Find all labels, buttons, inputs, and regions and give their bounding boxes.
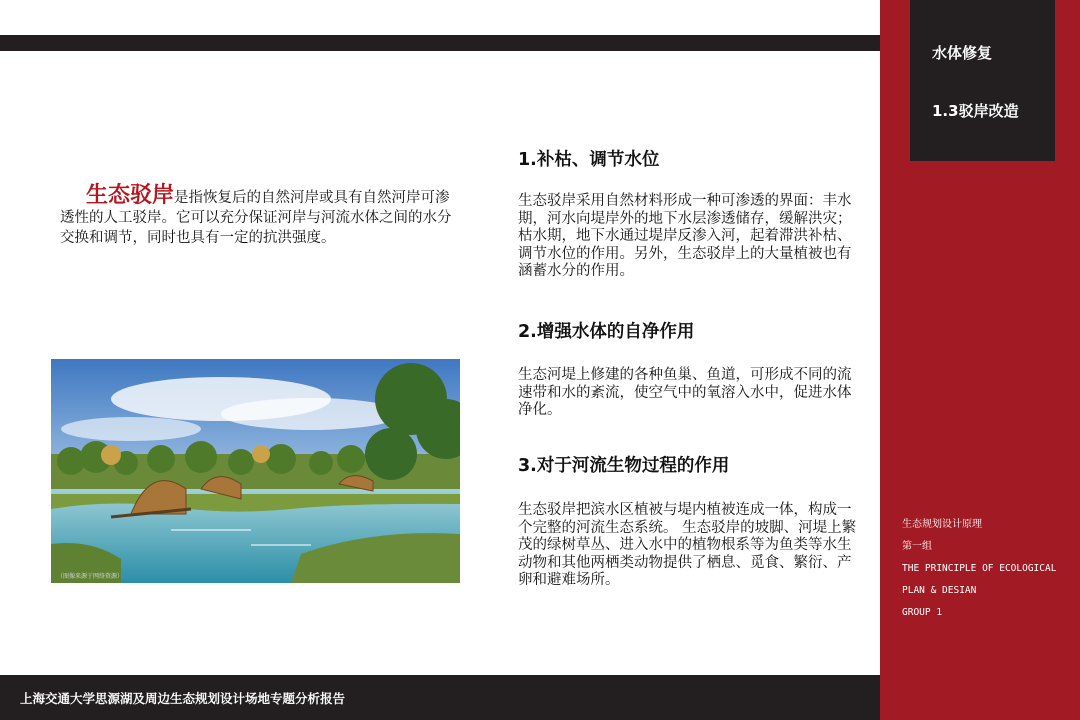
footer-bar bbox=[0, 675, 880, 720]
section-label-box bbox=[910, 0, 1055, 161]
course-name: 生态规划设计原理 bbox=[902, 519, 982, 530]
intro-text: 是指恢复后的自然河岸或具有自然河岸可渗透性的人工驳岸。它可以充分保证河岸与河流水体之间的水分交换和调节，同时也具有一定的抗洪强度。 bbox=[60, 190, 452, 246]
english-title-line2: PLAN & DESIAN bbox=[902, 585, 977, 596]
section-2-heading: 2.增强水体的自净作用 bbox=[518, 322, 695, 342]
section-2-text: 生态河堤上修建的各种鱼巢、鱼道，可形成不同的流速带和水的紊流，使空气中的氧溶入水中，促进水体净化。 bbox=[518, 367, 852, 418]
section-1-heading: 1.补枯、调节水位 bbox=[518, 150, 660, 170]
riverbank-photo bbox=[51, 359, 460, 583]
intro-keyword: 生态驳岸 bbox=[86, 183, 175, 208]
section-3-text: 生态驳岸把滨水区植被与堤内植被连成一体，构成一个完整的河流生态系统。 生态驳岸的坡脚、河堤上繁茂的绿树草丛、进入水中的植物根系等为鱼类等水生动物和其他两栖类动物提供了栖息、觅食、繁衍、产卵和避难场所。 bbox=[518, 502, 857, 588]
footer-report-title: 上海交通大学思源湖及周边生态规划设计场地专题分析报告 bbox=[20, 691, 346, 706]
english-title-line1: THE PRINCIPLE OF ECOLOGICAL bbox=[902, 563, 1057, 574]
photo-caption: （图像来源于网络资源） bbox=[57, 573, 124, 580]
section-subtitle: 1.3驳岸改造 bbox=[932, 102, 1019, 120]
group-name-en: GROUP 1 bbox=[902, 607, 943, 618]
section-title: 水体修复 bbox=[932, 44, 993, 62]
group-name-cn: 第一组 bbox=[902, 541, 932, 552]
section-3-heading: 3.对于河流生物过程的作用 bbox=[518, 456, 730, 476]
sidebar-course-info bbox=[902, 514, 1056, 624]
intro-paragraph bbox=[60, 183, 455, 248]
top-divider-bar bbox=[0, 35, 880, 51]
section-1-text: 生态驳岸采用自然材料形成一种可渗透的界面：丰水期，河水向堤岸外的地下水层渗透储存，缓解洪灾；枯水期，地下水通过堤岸反渗入河，起着滞洪补枯、调节水位的作用。另外，生态驳岸上的大量植被也有涵蓄水分的作用。 bbox=[518, 193, 852, 279]
